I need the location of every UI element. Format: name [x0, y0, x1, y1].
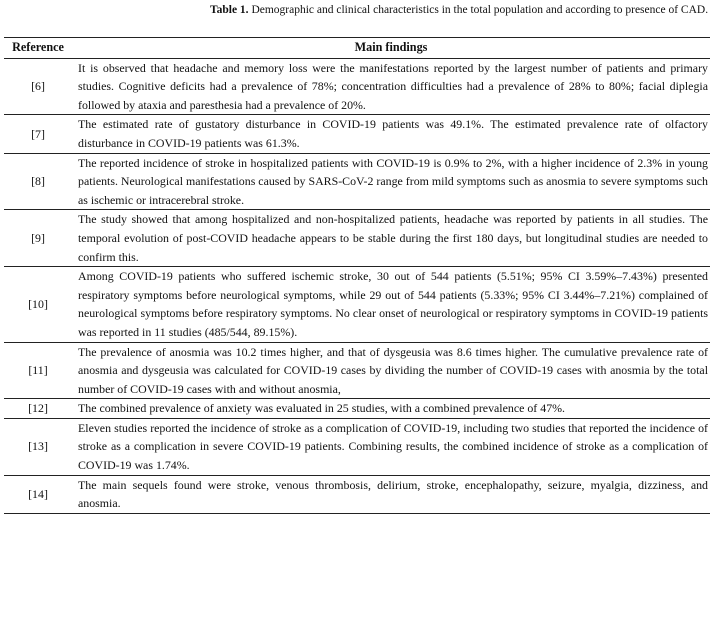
findings-table	[4, 37, 710, 514]
table-caption	[210, 3, 710, 18]
findings-cell: The main sequels found were stroke, venous thrombosis, delirium, stroke, encephalopathy, seizure, myalgia, dizziness, and anosmia.	[78, 477, 708, 511]
table-row	[4, 115, 710, 153]
table-row	[4, 267, 710, 342]
table-row	[4, 475, 710, 513]
reference-cell: [14]	[28, 486, 48, 501]
reference-cell: [12]	[28, 401, 48, 416]
findings-cell: The estimated rate of gustatory disturbance in COVID-19 patients was 49.1%. The estimated prevalence rate of olfactory disturbance in COVID-19 patients was 61.3%.	[78, 117, 708, 150]
reference-cell: [13]	[28, 439, 48, 454]
reference-cell: [6]	[31, 79, 45, 94]
findings-cell: The reported incidence of stroke in hospitalized patients with COVID-19 is 0.9% to 2%, with a higher incidence of 2.3% in young patients. Neurological manifestations caused by SARS-CoV-2 range from mild symptoms such as anosmia to severe symptoms such as ischemic or intracerebral stroke.	[78, 155, 708, 207]
reference-cell: [11]	[28, 363, 48, 378]
findings-cell: Eleven studies reported the incidence of stroke as a complication of COVID-19, including two studies that reported the incidence of stroke as a complication in severe COVID-19 patients. Combining results, the combined incidence of stroke as a complication of COVID-19 was 1.74%.	[78, 420, 708, 473]
table-row	[4, 418, 710, 475]
findings-cell: The study showed that among hospitalized and non-hospitalized patients, headache was reported by patients in all studies. The temporal evolution of post-COVID headache appears to be stable during the first 180 days, but longitudinal studies are needed to confirm this.	[78, 212, 708, 264]
table-row	[4, 58, 710, 115]
header-reference: Reference	[4, 38, 72, 59]
findings-cell: The combined prevalence of anxiety was evaluated in 25 studies, with a combined prevalence of 47%.	[78, 401, 566, 416]
header-main-findings: Main findings	[72, 38, 710, 59]
caption-label: Table 1.	[210, 4, 249, 16]
table-header-row	[4, 38, 710, 59]
findings-cell: Among COVID-19 patients who suffered ischemic stroke, 30 out of 544 patients (5.51%; 95% CI 3.59%–7.43%) presented respiratory symptoms before neurological symptoms, while 29 out of 544 patients (5.33%; 95% CI 3.44%–7.21%) complained of neurological symptoms before respiratory symptoms. No clear onset of neurological or respiratory symptoms in COVID-19 patients was reported in 11 studies (485/544, 89.15%).	[78, 269, 708, 339]
table-row	[4, 342, 710, 399]
table-row	[4, 399, 710, 419]
reference-cell: [8]	[31, 174, 45, 189]
reference-cell: [7]	[31, 126, 45, 141]
reference-cell: [10]	[28, 297, 48, 312]
table-row	[4, 153, 710, 210]
caption-text: Demographic and clinical characteristics in the total population and according to presence of CAD.	[248, 4, 709, 16]
findings-cell: It is observed that headache and memory loss were the manifestations reported by the largest number of patients and primary studies. Cognitive deficits had a prevalence of 78%; concentration difficulties had a prevalence of 28% to 80%; facial diplegia followed by ataxia and paresthesia had a prevalence of 20%.	[78, 60, 708, 112]
reference-cell: [9]	[31, 230, 45, 245]
findings-cell: The prevalence of anosmia was 10.2 times higher, and that of dysgeusia was 8.6 times higher. The cumulative prevalence rate of anosmia and dysgeusia was calculated for COVID-19 cases by dividing the number of COVID-19 cases with anosmia by the total number of COVID-19 cases with and without anosmia,	[78, 344, 708, 396]
table-row	[4, 210, 710, 267]
